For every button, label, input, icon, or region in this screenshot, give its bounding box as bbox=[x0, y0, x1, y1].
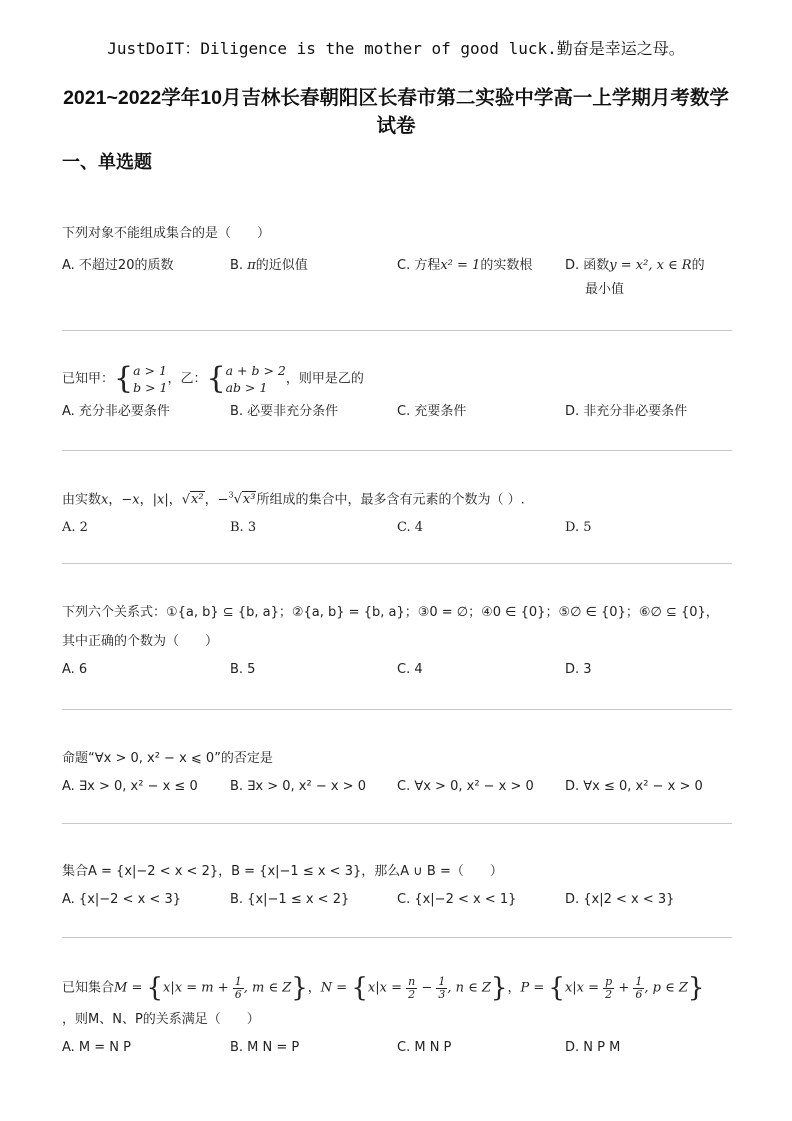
denominator: 3 bbox=[438, 987, 446, 1001]
question-6-options bbox=[62, 892, 732, 914]
fraction bbox=[633, 976, 644, 1001]
set-n-operator: − bbox=[417, 980, 437, 996]
option-d[interactable] bbox=[565, 254, 705, 273]
q2-prefix: 已知甲： bbox=[62, 371, 115, 387]
option-c[interactable] bbox=[397, 254, 532, 273]
jia-line-2: b > 1 bbox=[133, 380, 168, 395]
numerator: n bbox=[408, 974, 416, 988]
denominator: 2 bbox=[605, 987, 613, 1001]
q3-neg-x: −x bbox=[121, 492, 140, 508]
question-7-stem bbox=[62, 970, 732, 1006]
option-d-math: y = x², x ∈ R bbox=[609, 258, 692, 273]
set-n-tail: , n ∈ Z bbox=[447, 980, 491, 996]
q2-yi-label: 乙： bbox=[180, 371, 207, 387]
cube-root-radicand: x³ bbox=[242, 492, 256, 508]
numerator: 1 bbox=[635, 974, 643, 988]
option-b-math: π bbox=[247, 258, 256, 273]
option-c[interactable]: C. 充要条件 bbox=[397, 404, 467, 419]
option-a[interactable]: A. 不超过20的质数 bbox=[62, 258, 174, 273]
question-1 bbox=[62, 224, 732, 297]
option-a[interactable]: A. ∃x > 0, x² − x ≤ 0 bbox=[62, 779, 198, 794]
q7-separator: ， bbox=[307, 980, 321, 996]
page-title: 2021~2022学年10月吉林长春朝阳区长春市第二实验中学高一上学期月考数学试卷 bbox=[63, 87, 729, 137]
question-1-stem: 下列对象不能组成集合的是（ ） bbox=[62, 226, 271, 241]
option-d-suffix: 的 bbox=[691, 258, 705, 273]
question-7-options bbox=[62, 1040, 732, 1062]
option-a[interactable]: A. 充分非必要条件 bbox=[62, 404, 170, 419]
set-m-label: M = bbox=[114, 980, 147, 996]
option-d[interactable]: D. N P M bbox=[565, 1040, 621, 1055]
option-c-prefix: C. 方程 bbox=[397, 258, 441, 273]
question-2-stem bbox=[62, 362, 732, 396]
option-a[interactable]: A. {x|−2 < x < 3} bbox=[62, 892, 181, 907]
yi-line-1: a + b > 2 bbox=[225, 363, 286, 378]
option-c[interactable]: C. 4 bbox=[397, 662, 423, 677]
question-5-options bbox=[62, 779, 732, 801]
option-a[interactable]: A. M = N P bbox=[62, 1040, 131, 1055]
fraction bbox=[233, 976, 244, 1001]
yi-line-2: ab > 1 bbox=[225, 380, 268, 395]
question-3-options bbox=[62, 520, 732, 542]
denominator: 6 bbox=[234, 987, 242, 1001]
option-a[interactable]: A. 6 bbox=[62, 662, 88, 677]
condition-jia bbox=[133, 362, 167, 396]
denominator: 6 bbox=[635, 987, 643, 1001]
option-b[interactable] bbox=[230, 254, 308, 273]
divider bbox=[62, 937, 732, 938]
option-b[interactable]: B. 3 bbox=[230, 520, 257, 536]
option-d[interactable]: D. ∀x ≤ 0, x² − x > 0 bbox=[565, 779, 703, 794]
set-p-body: x|x = bbox=[564, 980, 604, 996]
question-2-options bbox=[62, 400, 732, 422]
option-b[interactable]: B. 必要非充分条件 bbox=[230, 404, 339, 419]
question-4-line-2: 其中正确的个数为（ ） bbox=[62, 634, 219, 649]
question-6-stem: 集合A = {x|−2 < x < 2}，B = {x|−1 ≤ x < 3}，那么A ∪ B =（ ） bbox=[62, 864, 503, 879]
set-m-body: x|x = m + bbox=[163, 980, 233, 996]
option-d[interactable]: D. 3 bbox=[565, 662, 592, 677]
q3-minus: − bbox=[217, 492, 229, 508]
option-d-line2: 最小值 bbox=[585, 282, 625, 297]
option-b[interactable]: B. {x|−1 ≤ x < 2} bbox=[230, 892, 350, 907]
option-c[interactable]: C. 4 bbox=[397, 520, 424, 536]
left-brace-icon: { bbox=[114, 361, 134, 396]
option-c-suffix: 的实数根 bbox=[480, 258, 533, 273]
option-c[interactable]: C. ∀x > 0, x² − x > 0 bbox=[397, 779, 534, 794]
option-b[interactable]: B. M N = P bbox=[230, 1040, 300, 1055]
q3-prefix: 由实数 bbox=[62, 492, 102, 508]
numerator: 1 bbox=[438, 974, 446, 988]
q3-abs-x: |x| bbox=[152, 492, 169, 508]
question-2 bbox=[62, 362, 732, 422]
condition-yi bbox=[226, 362, 286, 396]
option-d[interactable]: D. 非充分非必要条件 bbox=[565, 404, 688, 419]
right-brace-icon: } bbox=[687, 973, 705, 1003]
fraction bbox=[603, 976, 614, 1001]
set-p-tail: , p ∈ Z bbox=[644, 980, 688, 996]
square-root-radicand: x² bbox=[191, 492, 204, 508]
question-3-stem: 由实数x，−x，|x|，√x²，−$^3$√x³所组成的集合中，最多含有元素的个数为（ ）. bbox=[62, 491, 525, 508]
q2-suffix: ，则甲是乙的 bbox=[285, 371, 364, 387]
option-d[interactable]: D. {x|2 < x < 3} bbox=[565, 892, 675, 907]
question-5-stem: 命题“∀x > 0, x² − x ⩽ 0”的否定是 bbox=[62, 751, 273, 766]
option-b[interactable]: B. ∃x > 0, x² − x > 0 bbox=[230, 779, 366, 794]
question-7-line-2: ，则M、N、P的关系满足（ ） bbox=[62, 1012, 260, 1027]
set-n-label: N = bbox=[320, 980, 352, 996]
numerator: p bbox=[605, 974, 613, 988]
option-b[interactable]: B. 5 bbox=[230, 662, 256, 677]
q3-x: x bbox=[101, 492, 109, 508]
divider bbox=[62, 450, 732, 451]
section-heading: 一、单选题 bbox=[62, 152, 152, 173]
cube-root: $^3$√x³ bbox=[228, 491, 256, 508]
right-brace-icon: } bbox=[490, 973, 508, 1003]
option-b-prefix: B. bbox=[230, 258, 248, 273]
q2-comma: ， bbox=[167, 371, 181, 387]
divider bbox=[62, 709, 732, 710]
set-m-tail: , m ∈ Z bbox=[243, 980, 292, 996]
set-p-label: P = bbox=[520, 980, 549, 996]
option-c-math: x² = 1 bbox=[440, 258, 481, 273]
left-brace-icon: { bbox=[351, 973, 368, 1003]
option-c[interactable]: C. M N P bbox=[397, 1040, 452, 1055]
question-4-options bbox=[62, 662, 732, 684]
question-3 bbox=[62, 486, 732, 542]
q7-separator: ， bbox=[507, 980, 521, 996]
option-a[interactable]: A. 2 bbox=[62, 520, 88, 536]
divider bbox=[62, 823, 732, 824]
right-brace-icon: } bbox=[291, 973, 308, 1003]
set-p-operator: + bbox=[614, 980, 634, 996]
header-motto: JustDoIT：Diligence is the mother of good luck.勤奋是幸运之母。 bbox=[107, 39, 685, 58]
question-4-line-1: 下列六个关系式：①{a, b} ⊆ {b, a}；②{a, b} = {b, a}；③0 = ∅；④0 ∈ {0}；⑤∅ ∈ {0}；⑥∅ ⊆ {0}， bbox=[62, 605, 719, 620]
left-brace-icon: { bbox=[146, 973, 164, 1003]
fraction bbox=[436, 976, 447, 1001]
option-d-prefix: D. 函数 bbox=[565, 258, 610, 273]
numerator: 1 bbox=[234, 974, 242, 988]
question-5 bbox=[62, 749, 732, 801]
denominator: 2 bbox=[408, 987, 416, 1001]
option-d[interactable]: D. 5 bbox=[565, 520, 592, 536]
q3-suffix: 所组成的集合中，最多含有元素的个数为（ ）. bbox=[256, 492, 525, 508]
set-n-body: x|x = bbox=[367, 980, 407, 996]
square-root: √x² bbox=[181, 492, 204, 508]
question-1-options bbox=[62, 254, 732, 297]
divider bbox=[62, 563, 732, 564]
divider bbox=[62, 330, 732, 331]
jia-line-1: a > 1 bbox=[133, 363, 167, 378]
left-brace-icon: { bbox=[206, 361, 226, 396]
question-4 bbox=[62, 603, 732, 684]
left-brace-icon: { bbox=[548, 973, 565, 1003]
option-b-suffix: 的近似值 bbox=[255, 258, 308, 273]
q7-prefix: 已知集合 bbox=[62, 980, 115, 996]
option-c[interactable]: C. {x|−2 < x < 1} bbox=[397, 892, 517, 907]
fraction bbox=[406, 976, 417, 1001]
question-7 bbox=[62, 970, 732, 1062]
question-6 bbox=[62, 862, 732, 914]
